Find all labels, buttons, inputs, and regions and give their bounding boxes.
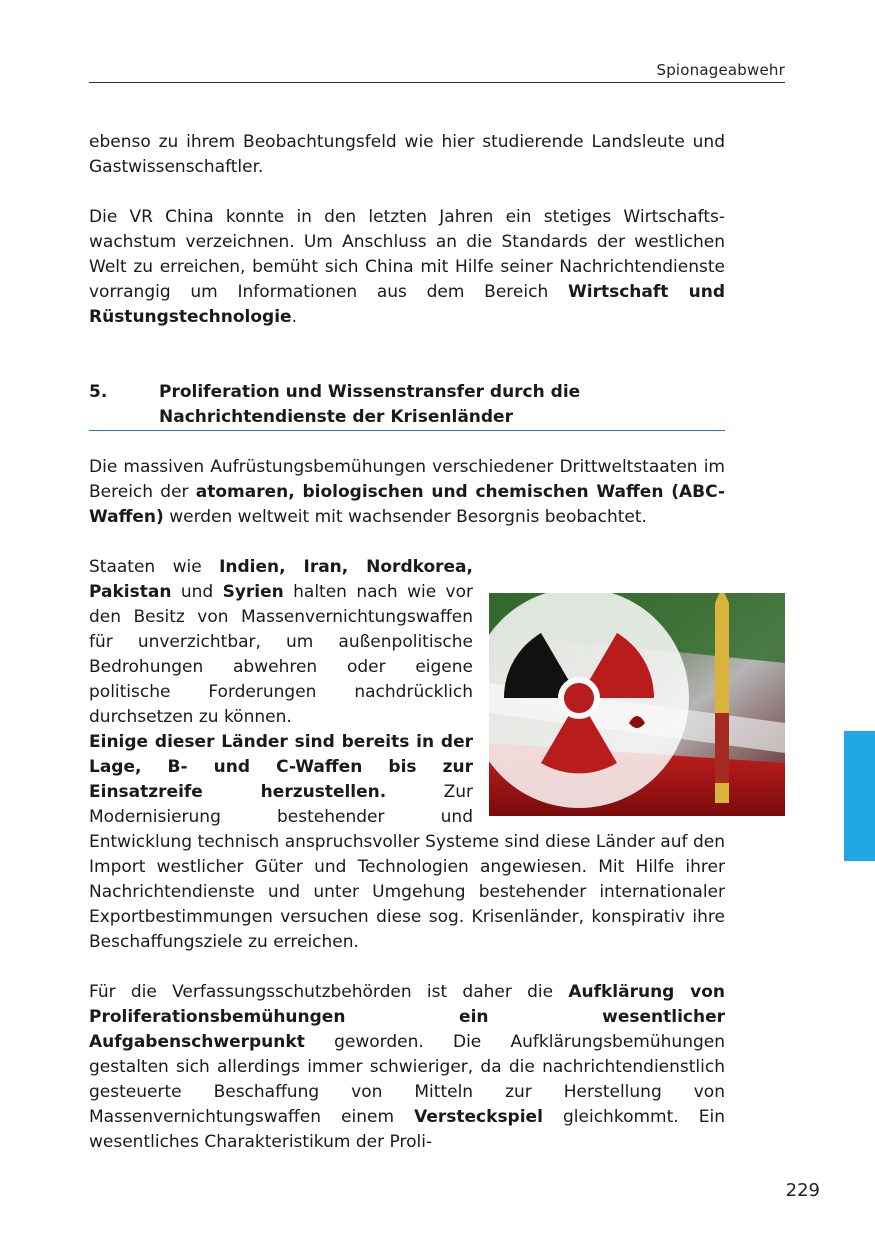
page-number: 229	[785, 1180, 820, 1201]
paragraph-1-text: ebenso zu ihrem Beobachtungsfeld wie hier studierende Landsleute und Gastwissenschaftler.	[89, 132, 725, 177]
paragraph-1	[89, 130, 725, 180]
paragraph-3-bold: atomaren, biologischen und chemischen Waffen (ABC-Waffen)	[89, 482, 725, 527]
paragraph-6-bold-a: Aufklärung von Proliferationsbemühungen ein wesentlicher Aufgabenschwerpunkt	[89, 982, 725, 1052]
chapter-tab-marker	[844, 731, 875, 861]
section-title: Proliferation und Wissenstransfer durch die Nachrichtendienste der Krisenländer	[159, 382, 581, 427]
paragraph-2-bold: Wirtschaft und Rüstungstechnologie	[89, 282, 725, 327]
paragraph-3-text-b: werden weltweit mit wachsender Besorgnis beobachtet.	[163, 507, 647, 527]
paragraph-2-end: .	[291, 307, 297, 327]
running-title: Spionageabwehr	[656, 61, 785, 79]
paragraph-6	[89, 980, 725, 1155]
paragraph-3-text-a: Die massiven Aufrüstungsbemühungen verschiedener Drittweltstaaten im Bereich der	[89, 457, 725, 502]
paragraph-6-text-b: geworden. Die Aufklärungsbemühungen gestalten sich allerdings immer schwieriger, da die nachrichtendienstlich gesteuerte Beschaffung von Mitteln zur Herstellung von Massenvernichtungswaffen einem	[89, 1032, 725, 1127]
paragraph-6-text-a: Für die Verfassungsschutzbehörden ist daher die	[89, 982, 569, 1002]
paragraph-2-text: Die VR China konnte in den letzten Jahren ein stetiges Wirtschaftswachstum verzeichnen. Um Anschluss an die Standards der westlichen Welt zu erreichen, bemüht sich China mit Hilfe seiner Nachrichtendienste vorrangig um Informationen aus dem Bereich	[89, 207, 725, 302]
page-header	[89, 58, 785, 83]
paragraph-5-text: Zur Modernisierung bestehender und Entwicklung technisch anspruchsvoller Systeme sind diese Länder auf den Import westlicher Güter und Technologien angewiesen. Mit Hilfe ihrer Nachrichtendienste und unter Umgehung bestehender internationaler Exportbestimmungen versuchen diese sog. Krisenländer, konspirativ ihre Beschaffungsziele zu erreichen.	[89, 782, 725, 952]
paragraph-4-bold-countries: Indien, Iran, Nordkorea, Pakistan	[89, 557, 473, 602]
section-number: 5.	[89, 382, 108, 402]
paragraph-5	[89, 730, 725, 955]
paragraph-3	[89, 455, 725, 530]
paragraph-2	[89, 205, 725, 330]
paragraph-4-text-c: halten nach wie vor den Besitz von Massenvernichtungswaffen für unverzichtbar, um außenpolitische Bedrohungen abwehren oder eigene politische Forderungen nachdrücklich durchsetzen zu können.	[89, 582, 473, 727]
section-heading	[89, 380, 725, 431]
paragraph-4-text-b: und	[171, 582, 223, 602]
paragraph-4-text-a: Staaten wie	[89, 557, 220, 577]
paragraph-5-bold: Einige dieser Länder sind bereits in der Lage, B- und C-Waffen bis zur Einsatzreife herzustellen.	[89, 732, 473, 802]
paragraph-6-bold-b: Versteckspiel	[414, 1107, 543, 1127]
paragraph-6-text-c: gleichkommt. Ein wesentliches Charakteristikum der Proli-	[89, 1107, 725, 1152]
paragraph-4-bold-syria: Syrien	[222, 582, 284, 602]
